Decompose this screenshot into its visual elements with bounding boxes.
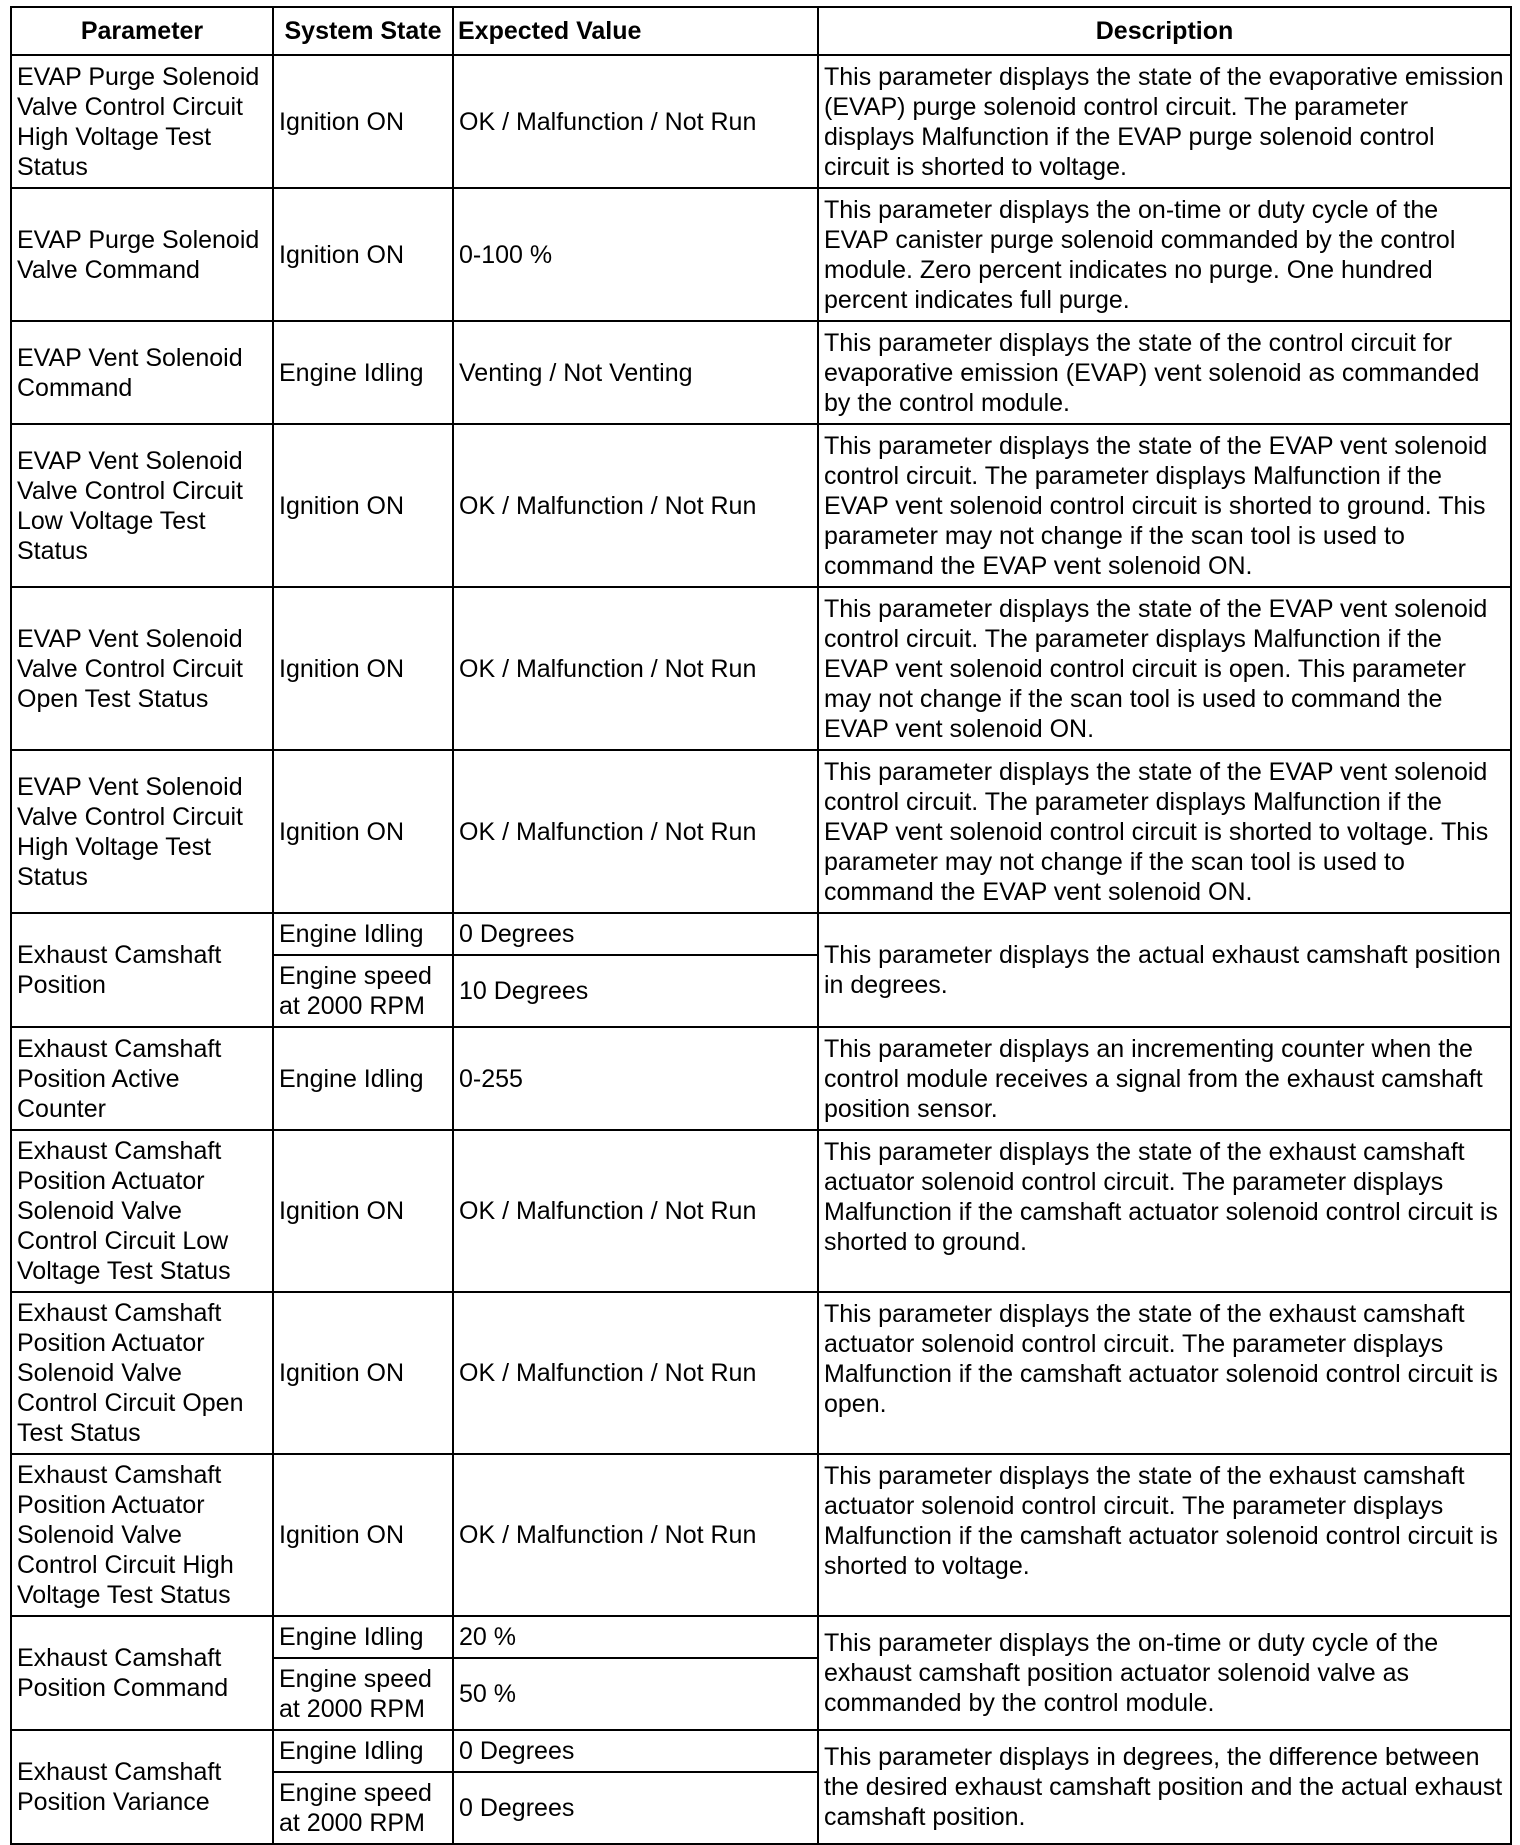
- expected-value-cell: OK / Malfunction / Not Run: [453, 55, 818, 188]
- system-state-cell: Engine speed at 2000 RPM: [273, 1658, 453, 1730]
- parameter-cell: EVAP Vent Solenoid Valve Control Circuit High Voltage Test Status: [11, 750, 273, 913]
- table-row: [11, 750, 1511, 913]
- expected-value-cell: Venting / Not Venting: [453, 321, 818, 424]
- header-system-state: System State: [273, 7, 453, 55]
- table-row: [11, 913, 1511, 955]
- expected-value-cell: 0 Degrees: [453, 1730, 818, 1772]
- expected-value-cell: 0 Degrees: [453, 1772, 818, 1844]
- expected-value-cell: OK / Malfunction / Not Run: [453, 750, 818, 913]
- expected-value-cell: OK / Malfunction / Not Run: [453, 1292, 818, 1454]
- table-row: [11, 1616, 1511, 1658]
- expected-value-cell: 20 %: [453, 1616, 818, 1658]
- expected-value-cell: 10 Degrees: [453, 955, 818, 1027]
- header-row: [11, 7, 1511, 55]
- description-cell: This parameter displays the on-time or duty cycle of the EVAP canister purge solenoid commanded by the control module. Zero percent indicates no purge. One hundred percent indicates full purge.: [818, 188, 1511, 321]
- description-cell: This parameter displays the state of the exhaust camshaft actuator solenoid control circuit. The parameter displays Malfunction if the camshaft actuator solenoid control circuit is shorted to ground.: [818, 1130, 1511, 1292]
- description-cell: This parameter displays the state of the evaporative emission (EVAP) purge solenoid control circuit. The parameter displays Malfunction if the EVAP purge solenoid control circuit is shorted to voltage.: [818, 55, 1511, 188]
- table-row: [11, 587, 1511, 750]
- header-expected-value: Expected Value: [453, 7, 818, 55]
- table-row: [11, 1292, 1511, 1454]
- system-state-cell: Ignition ON: [273, 1130, 453, 1292]
- system-state-cell: Ignition ON: [273, 55, 453, 188]
- description-cell: This parameter displays the state of the exhaust camshaft actuator solenoid control circuit. The parameter displays Malfunction if the camshaft actuator solenoid control circuit is shorted to voltage.: [818, 1454, 1511, 1616]
- table-row: [11, 1027, 1511, 1130]
- description-cell: This parameter displays an incrementing counter when the control module receives a signal from the exhaust camshaft position sensor.: [818, 1027, 1511, 1130]
- description-cell: This parameter displays the state of the EVAP vent solenoid control circuit. The parameter displays Malfunction if the EVAP vent solenoid control circuit is shorted to voltage. This parameter may not change if the scan tool is used to command the EVAP vent solenoid ON.: [818, 750, 1511, 913]
- table-body: [11, 55, 1511, 1844]
- description-cell: This parameter displays the state of the control circuit for evaporative emission (EVAP) vent solenoid as commanded by the control module.: [818, 321, 1511, 424]
- table-row: [11, 424, 1511, 587]
- description-cell: This parameter displays the on-time or duty cycle of the exhaust camshaft position actuator solenoid valve as commanded by the control module.: [818, 1616, 1511, 1730]
- parameter-cell: Exhaust Camshaft Position Actuator Solenoid Valve Control Circuit High Voltage Test Status: [11, 1454, 273, 1616]
- header-description: Description: [818, 7, 1511, 55]
- system-state-cell: Engine Idling: [273, 913, 453, 955]
- system-state-cell: Engine Idling: [273, 1027, 453, 1130]
- description-cell: This parameter displays the state of the exhaust camshaft actuator solenoid control circuit. The parameter displays Malfunction if the camshaft actuator solenoid control circuit is open.: [818, 1292, 1511, 1454]
- expected-value-cell: 0-255: [453, 1027, 818, 1130]
- expected-value-cell: 0-100 %: [453, 188, 818, 321]
- parameter-cell: Exhaust Camshaft Position Actuator Solenoid Valve Control Circuit Open Test Status: [11, 1292, 273, 1454]
- parameter-cell: Exhaust Camshaft Position Actuator Solenoid Valve Control Circuit Low Voltage Test Status: [11, 1130, 273, 1292]
- expected-value-cell: OK / Malfunction / Not Run: [453, 1454, 818, 1616]
- expected-value-cell: 0 Degrees: [453, 913, 818, 955]
- system-state-cell: Ignition ON: [273, 1454, 453, 1616]
- system-state-cell: Engine Idling: [273, 1616, 453, 1658]
- parameter-cell: Exhaust Camshaft Position Active Counter: [11, 1027, 273, 1130]
- expected-value-cell: OK / Malfunction / Not Run: [453, 587, 818, 750]
- system-state-cell: Ignition ON: [273, 424, 453, 587]
- table-row: [11, 1454, 1511, 1616]
- description-cell: This parameter displays in degrees, the difference between the desired exhaust camshaft position and the actual exhaust camshaft position.: [818, 1730, 1511, 1844]
- system-state-cell: Engine Idling: [273, 321, 453, 424]
- parameter-cell: EVAP Purge Solenoid Valve Command: [11, 188, 273, 321]
- table-row: [11, 188, 1511, 321]
- parameter-cell: EVAP Vent Solenoid Command: [11, 321, 273, 424]
- system-state-cell: Ignition ON: [273, 750, 453, 913]
- parameter-cell: Exhaust Camshaft Position Command: [11, 1616, 273, 1730]
- system-state-cell: Engine speed at 2000 RPM: [273, 955, 453, 1027]
- table-row: [11, 1730, 1511, 1772]
- system-state-cell: Engine Idling: [273, 1730, 453, 1772]
- parameter-cell: Exhaust Camshaft Position Variance: [11, 1730, 273, 1844]
- system-state-cell: Engine speed at 2000 RPM: [273, 1772, 453, 1844]
- parameter-cell: EVAP Vent Solenoid Valve Control Circuit Low Voltage Test Status: [11, 424, 273, 587]
- description-cell: This parameter displays the actual exhaust camshaft position in degrees.: [818, 913, 1511, 1027]
- description-cell: This parameter displays the state of the EVAP vent solenoid control circuit. The parameter displays Malfunction if the EVAP vent solenoid control circuit is shorted to ground. This parameter may not change if the scan tool is used to command the EVAP vent solenoid ON.: [818, 424, 1511, 587]
- table-row: [11, 55, 1511, 188]
- table-row: [11, 321, 1511, 424]
- parameter-cell: EVAP Purge Solenoid Valve Control Circuit High Voltage Test Status: [11, 55, 273, 188]
- parameter-cell: EVAP Vent Solenoid Valve Control Circuit Open Test Status: [11, 587, 273, 750]
- expected-value-cell: OK / Malfunction / Not Run: [453, 424, 818, 587]
- system-state-cell: Ignition ON: [273, 188, 453, 321]
- table-row: [11, 1130, 1511, 1292]
- expected-value-cell: OK / Malfunction / Not Run: [453, 1130, 818, 1292]
- header-parameter: Parameter: [11, 7, 273, 55]
- expected-value-cell: 50 %: [453, 1658, 818, 1730]
- parameter-table: [10, 6, 1512, 1845]
- system-state-cell: Ignition ON: [273, 1292, 453, 1454]
- description-cell: This parameter displays the state of the EVAP vent solenoid control circuit. The parameter displays Malfunction if the EVAP vent solenoid control circuit is open. This parameter may not change if the scan tool is used to command the EVAP vent solenoid ON.: [818, 587, 1511, 750]
- system-state-cell: Ignition ON: [273, 587, 453, 750]
- parameter-cell: Exhaust Camshaft Position: [11, 913, 273, 1027]
